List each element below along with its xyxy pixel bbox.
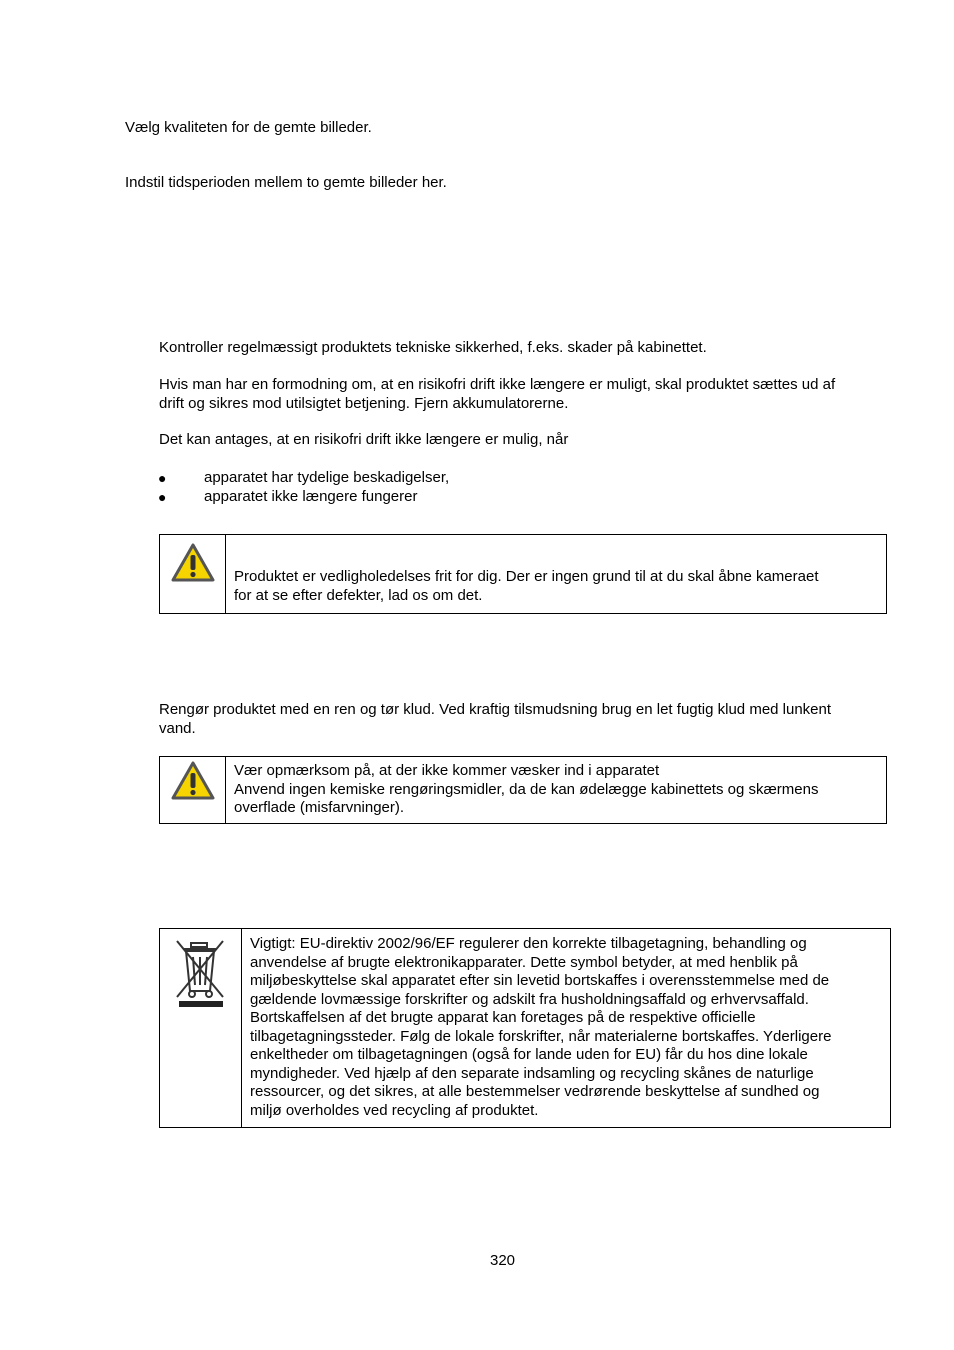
page-number: 320 (490, 1252, 516, 1269)
warning-line-1: Produktet er vedligholedelses frit for dig. Der er ingen grund til at du skal åbne kameraet (234, 568, 819, 585)
disposal-line: tilbagetagningssteder. Følg de lokale forskrifter, når materialerne bortskaffes. Yderligere (250, 1027, 832, 1045)
disposal-line: Vigtigt: EU-direktiv 2002/96/EF regulerer den korrekte tilbagetagning, behandling og (250, 935, 807, 952)
cleaning-paragraph (159, 701, 831, 738)
disposal-line: miljø overholdes ved recycling af produktet. (250, 1101, 539, 1119)
disposal-line: ressourcer, og det sikres, at alle bestemmelser vedrørende beskyttelse af sundhed og (250, 1083, 820, 1100)
disposal-text (242, 929, 891, 1128)
maintenance-warning-text (226, 535, 887, 614)
check-text: Kontroller regelmæssigt produktets tekniske sikkerhed, f.eks. skader på kabinettet. (159, 339, 707, 356)
crossed-out-bin-icon (171, 937, 231, 1009)
warning-line-2: Anvend ingen kemiske rengøringsmidler, da de kan ødelægge kabinettets og skærmens (234, 780, 819, 798)
warning-line-1: Vær opmærksom på, at der ikke kommer væsker ind i apparatet (234, 762, 660, 779)
assume-text: Det kan antages, at en risikofri drift ikke længere er mulig, når (159, 431, 569, 448)
disposal-icon-cell (160, 929, 242, 1128)
disposal-line: myndigheder. Ved hjælp af den separate indsamling og recycling skånes de naturlige (250, 1064, 814, 1082)
disposal-line: miljøbeskyttelse skal apparatet efter sin levetid bortskaffes i overensstemmelse med de (250, 972, 830, 989)
warning-triangle-icon (170, 542, 216, 584)
risk-line-2: drift og sikres mod utilsigtet betjening. Fjern akkumulatorerne. (159, 394, 569, 412)
disposal-line: anvendelse af brugte elektronikapparater. Dette symbol betyder, at med henblik på (250, 953, 798, 971)
disposal-line: Bortskaffelsen af det brugte apparat kan foretages på de respektive officielle (250, 1009, 756, 1026)
disposal-line: enkeltheder om tilbagetagningen (også for lande uden for EU) får du hos dine lokale (250, 1046, 808, 1063)
disposal-line: gældende lovmæssige forskrifter og adskilt fra husholdningsaffald og erhvervsaffald. (250, 990, 809, 1008)
warning-line-2: for at se efter defekter, lad os om det. (234, 586, 483, 604)
warning-icon-cell (160, 535, 226, 614)
bullet-item: apparatet ikke længere fungerer (204, 488, 418, 505)
cleaning-warning-text (226, 757, 887, 824)
cleaning-line-2: vand. (159, 719, 196, 737)
risk-paragraph (159, 376, 835, 413)
warning-line-3: overflade (misfarvninger). (234, 799, 405, 816)
maintenance-warning-box (159, 534, 887, 614)
warning-triangle-icon (170, 760, 216, 802)
warning-icon-cell (160, 757, 226, 824)
interval-text: Indstil tidsperioden mellem to gemte billeder her. (125, 174, 447, 191)
quality-text: Vælg kvaliteten for de gemte billeder. (125, 119, 372, 136)
risk-line-1: Hvis man har en formodning om, at en risikofri drift ikke længere er muligt, skal produktet sættes ud af (159, 376, 836, 393)
bullet-icon: ● (158, 470, 167, 486)
cleaning-line-1: Rengør produktet med en ren og tør klud. Ved kraftig tilsmudsning brug en let fugtig klud med lunkent (159, 701, 832, 718)
cleaning-warning-box (159, 756, 887, 824)
disposal-box (159, 928, 891, 1128)
bullet-icon: ● (158, 489, 167, 505)
bullet-item: apparatet har tydelige beskadigelser, (204, 469, 450, 486)
